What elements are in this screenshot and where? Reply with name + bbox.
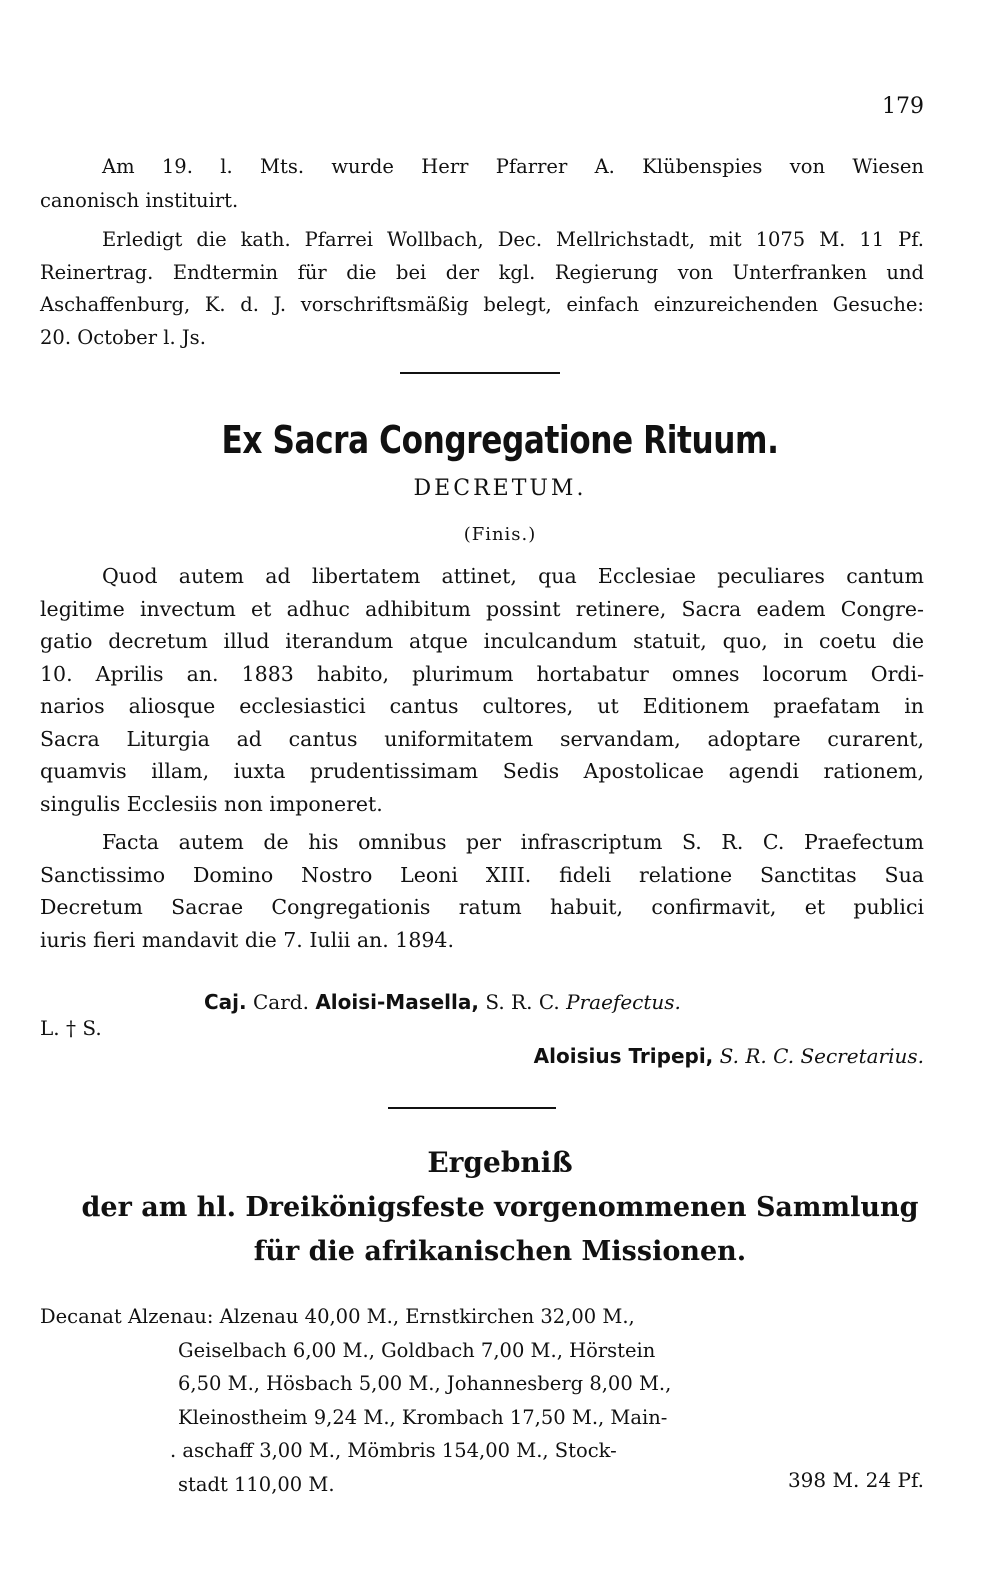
prefect-congregation: S. R. C. bbox=[485, 990, 560, 1014]
decree-line: singulis Ecclesiis non imponeret. bbox=[40, 791, 383, 816]
decree-line: quamvis illam, iuxta prudentissimam Sedis Apostolicae agendi rationem, bbox=[40, 759, 924, 783]
decree-subheading: DECRETUM. bbox=[413, 476, 587, 501]
section-divider bbox=[400, 372, 560, 374]
collection-line: Kleinostheim 9,24 M., Krombach 17,50 M., Main- bbox=[178, 1405, 668, 1429]
notice-line: canonisch instituirt. bbox=[40, 189, 239, 212]
collection-total: 398 M. 24 Pf. bbox=[787, 1468, 924, 1492]
decree-line: gatio decretum illud iterandum atque inculcandum statuit, quo, in coetu die bbox=[40, 629, 924, 653]
decree-line: iuris fieri mandavit die 7. Iulii an. 1894. bbox=[40, 927, 454, 952]
prefect-surname: Aloisi-Masella, bbox=[315, 990, 479, 1014]
decree-line: Quod autem ad libertatem attinet, qua Ecclesiae peculiares cantum bbox=[102, 564, 924, 588]
prefect-first-name: Caj. bbox=[204, 990, 247, 1014]
secretary-name: Aloisius Tripepi, bbox=[533, 1044, 714, 1068]
collection-line: Geiselbach 6,00 M., Goldbach 7,00 M., Hörstein bbox=[178, 1338, 656, 1362]
secretary-congregation: S. R. C. bbox=[719, 1044, 795, 1068]
decree-line: Facta autem de his omnibus per infrascriptum S. R. C. Praefectum bbox=[102, 830, 924, 854]
secretary-office: Secretarius. bbox=[800, 1044, 924, 1068]
vacancy-line: Erledigt die kath. Pfarrei Wollbach, Dec. Mellrichstadt, mit 1075 M. 11 Pf. bbox=[102, 228, 924, 251]
decree-paragraph-1 bbox=[40, 560, 924, 820]
prefect-office: Praefectus. bbox=[566, 990, 681, 1014]
collection-line: stadt 110,00 M. bbox=[178, 1472, 335, 1496]
notice-line: Am 19. l. Mts. wurde Herr Pfarrer A. Klübenspies von Wiesen bbox=[102, 155, 924, 178]
decree-line: 10. Aprilis an. 1883 habito, plurimum hortabatur omnes locorum Ordi- bbox=[40, 661, 924, 686]
secretary-signature bbox=[534, 1044, 924, 1068]
section-divider bbox=[388, 1107, 556, 1109]
collection-line: Decanat Alzenau: Alzenau 40,00 M., Ernstkirchen 32,00 M., bbox=[40, 1305, 635, 1328]
collection-line: . aschaff 3,00 M., Mömbris 154,00 M., Stock- bbox=[170, 1439, 617, 1462]
decree-line: narios aliosque ecclesiastici cantus cultores, ut Editionem praefatam in bbox=[40, 694, 924, 718]
finis-label: (Finis.) bbox=[463, 524, 537, 545]
prefect-title: Card. bbox=[253, 990, 309, 1014]
vacancy-line: 20. October l. Js. bbox=[40, 325, 206, 349]
page-number: 179 bbox=[882, 94, 924, 119]
decree-line: Decretum Sacrae Congregationis ratum habuit, confirmavit, et publici bbox=[40, 895, 924, 919]
vacancy-line: Reinertrag. Endtermin für die bei der kgl. Regierung von Unterfranken und bbox=[40, 260, 924, 284]
installation-notice bbox=[40, 150, 924, 218]
decree-line: Sacra Liturgia ad cantus uniformitatem servandam, adoptare curarent, bbox=[40, 726, 924, 751]
collection-title: Ergebniß bbox=[427, 1146, 573, 1179]
collection-subtitle: der am hl. Dreikönigsfeste vorgenommenen Sammlung bbox=[81, 1192, 919, 1223]
decree-line: legitime invectum et adhuc adhibitum possint retinere, Sacra eadem Congre- bbox=[40, 596, 924, 621]
decree-line: Sanctissimo Domino Nostro Leoni XIII. fideli relatione Sanctitas Sua bbox=[40, 862, 924, 887]
decree-heading: Ex Sacra Congregatione Rituum. bbox=[221, 418, 779, 462]
prefect-signature bbox=[204, 990, 681, 1014]
seal-mark: L. † S. bbox=[40, 1016, 102, 1040]
vacancy-line: Aschaffenburg, K. d. J. vorschriftsmäßig belegt, einfach einzureichenden Gesuche: bbox=[40, 293, 924, 316]
decree-paragraph-2 bbox=[40, 826, 924, 956]
collection-line: 6,50 M., Hösbach 5,00 M., Johannesberg 8,00 M., bbox=[178, 1372, 672, 1395]
collection-subtitle: für die afrikanischen Missionen. bbox=[253, 1236, 747, 1267]
vacancy-notice bbox=[40, 224, 924, 354]
